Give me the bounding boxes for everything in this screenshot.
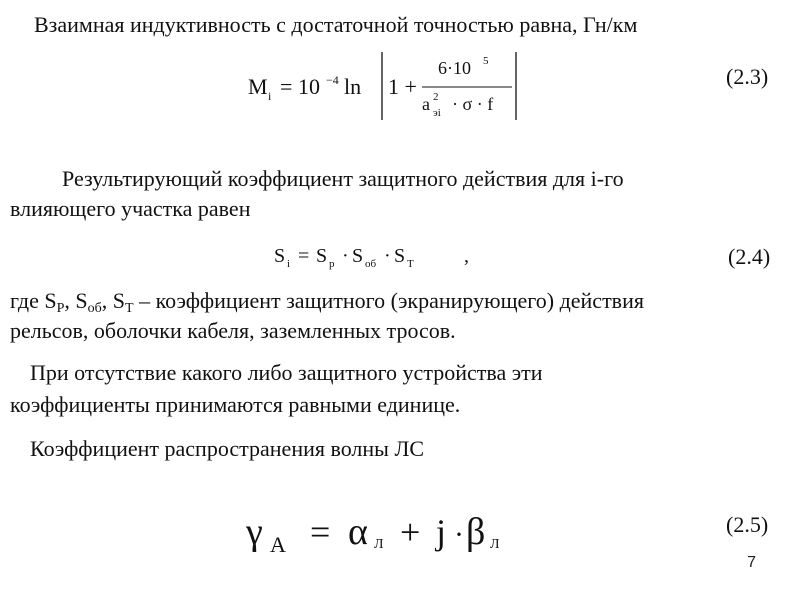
paragraph-propagation: Коэффициент распространения волны ЛС — [30, 436, 425, 461]
eq2-t1-sub: р — [329, 258, 335, 270]
paragraph-result-coef-line2: влияющего участка равен — [10, 196, 251, 221]
eq3-lhs-sub: A — [270, 532, 286, 557]
formula-2-3-svg — [240, 44, 530, 124]
eq3-beta: β — [466, 511, 486, 553]
equation-number-2-5: (2.5) — [726, 512, 769, 537]
paragraph-where-line2: рельсов, оболочки кабеля, заземленных тросов. — [10, 318, 456, 343]
where-sub-t: Т — [125, 301, 134, 316]
eq3-dot: · — [454, 518, 464, 551]
where-prefix: где S — [10, 288, 57, 313]
eq1-den-sub: эi — [433, 107, 441, 119]
equation-number-2-4: (2.4) — [728, 244, 771, 269]
eq2-lhs: S — [274, 245, 286, 267]
eq3-alpha-sub: Л — [374, 537, 384, 552]
eq3-plus: + — [400, 512, 421, 552]
formula-2-5-svg — [244, 500, 534, 564]
eq1-ten: 10 — [298, 74, 320, 99]
eq2-t2-sub: об — [365, 258, 377, 270]
where-sub-p: Р — [56, 301, 65, 316]
eq2-dot2: · — [384, 245, 391, 267]
eq2-t2: S — [352, 245, 364, 267]
eq1-eq-sign: = — [280, 74, 293, 99]
eq2-t3: S — [394, 245, 406, 267]
eq2-dot1: · — [342, 245, 349, 267]
eq1-den-sup: 2 — [433, 91, 439, 103]
where-sep1: , S — [64, 288, 88, 313]
paragraph-where-line1 — [10, 288, 644, 314]
paragraph-absence-line2: коэффициенты принимаются равными единице. — [10, 392, 461, 417]
eq3-alpha: α — [348, 511, 368, 553]
eq2-t1: S — [316, 245, 328, 267]
eq1-numerator: 6·10 — [438, 58, 471, 78]
formula-2-4-svg — [272, 236, 492, 276]
eq1-den-rest: · σ · f — [452, 94, 494, 114]
eq1-num-exp: 5 — [483, 55, 489, 67]
eq3-lhs: γ — [246, 511, 263, 553]
intro-line: Взаимная индуктивность с достаточной точностью равна, Гн/км — [34, 12, 638, 37]
paragraph-absence-line1: При отсутствие какого либо защитного устройства эти — [30, 360, 543, 385]
formula-2-4 — [272, 236, 492, 276]
eq1-ln: ln — [344, 74, 362, 99]
formula-2-3 — [240, 44, 530, 124]
eq3-eq-sign: = — [310, 512, 331, 552]
eq3-beta-sub: Л — [490, 537, 500, 552]
where-sub-ob: об — [87, 301, 102, 316]
eq2-t3-sub: Т — [407, 258, 414, 270]
formula-2-5 — [244, 500, 534, 564]
eq2-eq-sign: = — [298, 245, 310, 267]
where-rest: – коэффициент защитного (экранирующего) действия — [133, 288, 644, 313]
paragraph-result-coef-line1: Результирующий коэффициент защитного действия для i-го — [62, 166, 624, 191]
eq1-denominator: a — [422, 94, 430, 114]
eq1-one-plus: 1 + — [388, 74, 417, 99]
eq2-comma: , — [464, 245, 469, 267]
where-sep2: , S — [101, 288, 126, 313]
page-number: 7 — [747, 554, 756, 571]
eq1-lhs: M — [248, 74, 268, 99]
eq3-j: j — [436, 512, 447, 552]
equation-number-2-3: (2.3) — [726, 64, 769, 89]
eq2-lhs-sub: i — [287, 258, 291, 270]
eq1-lhs-sub: i — [268, 89, 272, 103]
eq1-exp: −4 — [326, 73, 339, 87]
